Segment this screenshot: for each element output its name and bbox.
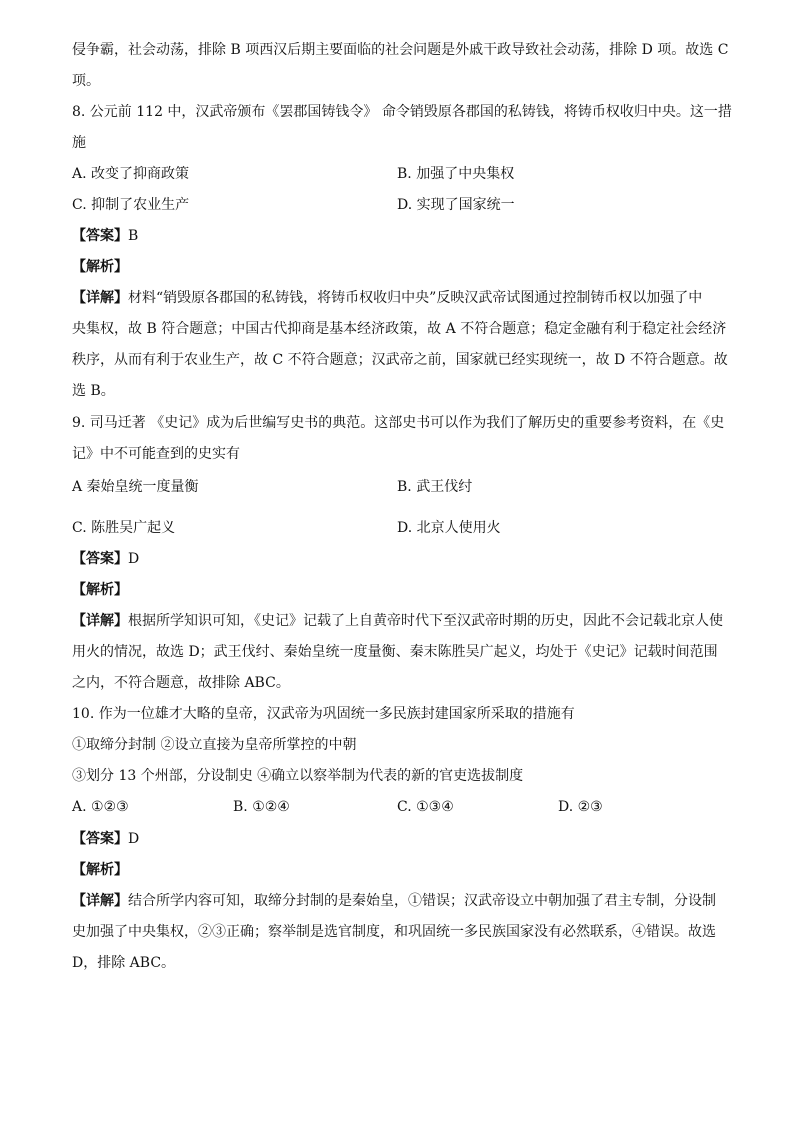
q8-detail-line-2: 央集权，故 B 符合题意；中国古代抑商是基本经济政策，故 A 不符合题意；稳定金融有利于稳定社会经济 — [72, 321, 727, 337]
q8-stem-line-2: 施 — [72, 135, 86, 151]
q10-detail-line-1 — [72, 891, 732, 911]
q10-answer-value: D — [128, 831, 140, 847]
q8-option-b: B. 加强了中央集权 — [397, 166, 515, 182]
q10-items-3-4: ③划分 13 个州部，分设制史 ④确立以察举制为代表的新的官吏选拔制度 — [72, 768, 524, 784]
continuation-line-2: 项。 — [72, 73, 100, 89]
q9-answer — [72, 549, 732, 569]
q10-analysis-heading: 【解析】 — [72, 862, 128, 878]
q9-answer-value: D — [128, 551, 140, 567]
q8-detail-text-1: 材料“销毁原各郡国的私铸钱，将铸币权收归中央”反映汉武帝试图通过控制铸币权以加强了中 — [128, 290, 703, 306]
q10-option-a: A. ①②③ — [72, 799, 129, 815]
q8-option-a: A. 改变了抑商政策 — [72, 166, 190, 182]
q10-answer — [72, 829, 732, 849]
q10-stem-line-1: 10. 作为一位雄才大略的皇帝，汉武帝为巩固统一多民族封建国家所采取的措施有 — [72, 706, 575, 722]
q8-detail-tag: 【详解】 — [72, 290, 128, 306]
q8-answer-tag: 【答案】 — [72, 228, 128, 244]
q8-stem-line-1: 8. 公元前 112 中，汉武帝颁布《罢郡国铸钱令》 命令销毁原各郡国的私铸钱，将铸币权收归中央。这一措 — [72, 104, 732, 120]
q8-detail-line-1 — [72, 288, 732, 308]
q10-option-c: C. ①③④ — [397, 799, 454, 815]
q8-answer — [72, 226, 732, 246]
q10-detail-text-1: 结合所学内容可知，取缔分封制的是秦始皇，①错误；汉武帝设立中朝加强了君主专制，分设制 — [128, 893, 716, 909]
q10-detail-tag: 【详解】 — [72, 893, 128, 909]
q10-items-1-2: ①取缔分封制 ②设立直接为皇帝所掌控的中朝 — [72, 737, 357, 753]
q9-option-c: C. 陈胜吴广起义 — [72, 520, 176, 536]
q9-detail-line-1 — [72, 611, 732, 631]
q9-stem-line-2: 记》中不可能查到的史实有 — [72, 446, 240, 462]
q9-option-b: B. 武王伐纣 — [397, 479, 473, 495]
q8-analysis-heading: 【解析】 — [72, 259, 128, 275]
q9-detail-line-2: 用火的情况，故选 D；武王伐纣、秦始皇统一度量衡、秦末陈胜吴广起义，均处于《史记》记载时间范围 — [72, 644, 718, 660]
q8-answer-value: B — [128, 228, 139, 244]
q10-detail-line-2: 史加强了中央集权，②③正确；察举制是选官制度，和巩固统一多民族国家没有必然联系，④错误。故选 — [72, 924, 716, 940]
q9-answer-tag: 【答案】 — [72, 551, 128, 567]
q8-option-d: D. 实现了国家统一 — [397, 197, 515, 213]
q8-detail-line-4: 选 B。 — [72, 383, 115, 399]
q10-answer-tag: 【答案】 — [72, 831, 128, 847]
q8-detail-line-3: 秩序，从而有利于农业生产，故 C 不符合题意；汉武帝之前，国家就已经实现统一，故 D 不符合题意。故 — [72, 352, 728, 368]
q9-analysis-heading: 【解析】 — [72, 582, 128, 598]
q10-option-d: D. ②③ — [558, 799, 603, 815]
q9-stem-line-1: 9. 司马迁著 《史记》成为后世编写史书的典范。这部史书可以作为我们了解历史的重要参考资料，在《史 — [72, 415, 725, 431]
q9-option-a: A 秦始皇统一度量衡 — [72, 479, 199, 495]
q9-detail-tag: 【详解】 — [72, 613, 128, 629]
q9-detail-line-3: 之内，不符合题意，故排除 ABC。 — [72, 675, 290, 691]
continuation-line-1: 侵争霸，社会动荡，排除 B 项西汉后期主要面临的社会问题是外戚干政导致社会动荡，排除 D 项。故选 C — [72, 42, 729, 58]
q9-detail-text-1: 根据所学知识可知，《史记》记载了上自黄帝时代下至汉武帝时期的历史，因此不会记载北京人使 — [128, 613, 723, 629]
q8-option-c: C. 抑制了农业生产 — [72, 197, 190, 213]
q10-detail-line-3: D，排除 ABC。 — [72, 955, 176, 971]
q10-option-b: B. ①②④ — [233, 799, 290, 815]
q9-option-d: D. 北京人使用火 — [397, 520, 501, 536]
